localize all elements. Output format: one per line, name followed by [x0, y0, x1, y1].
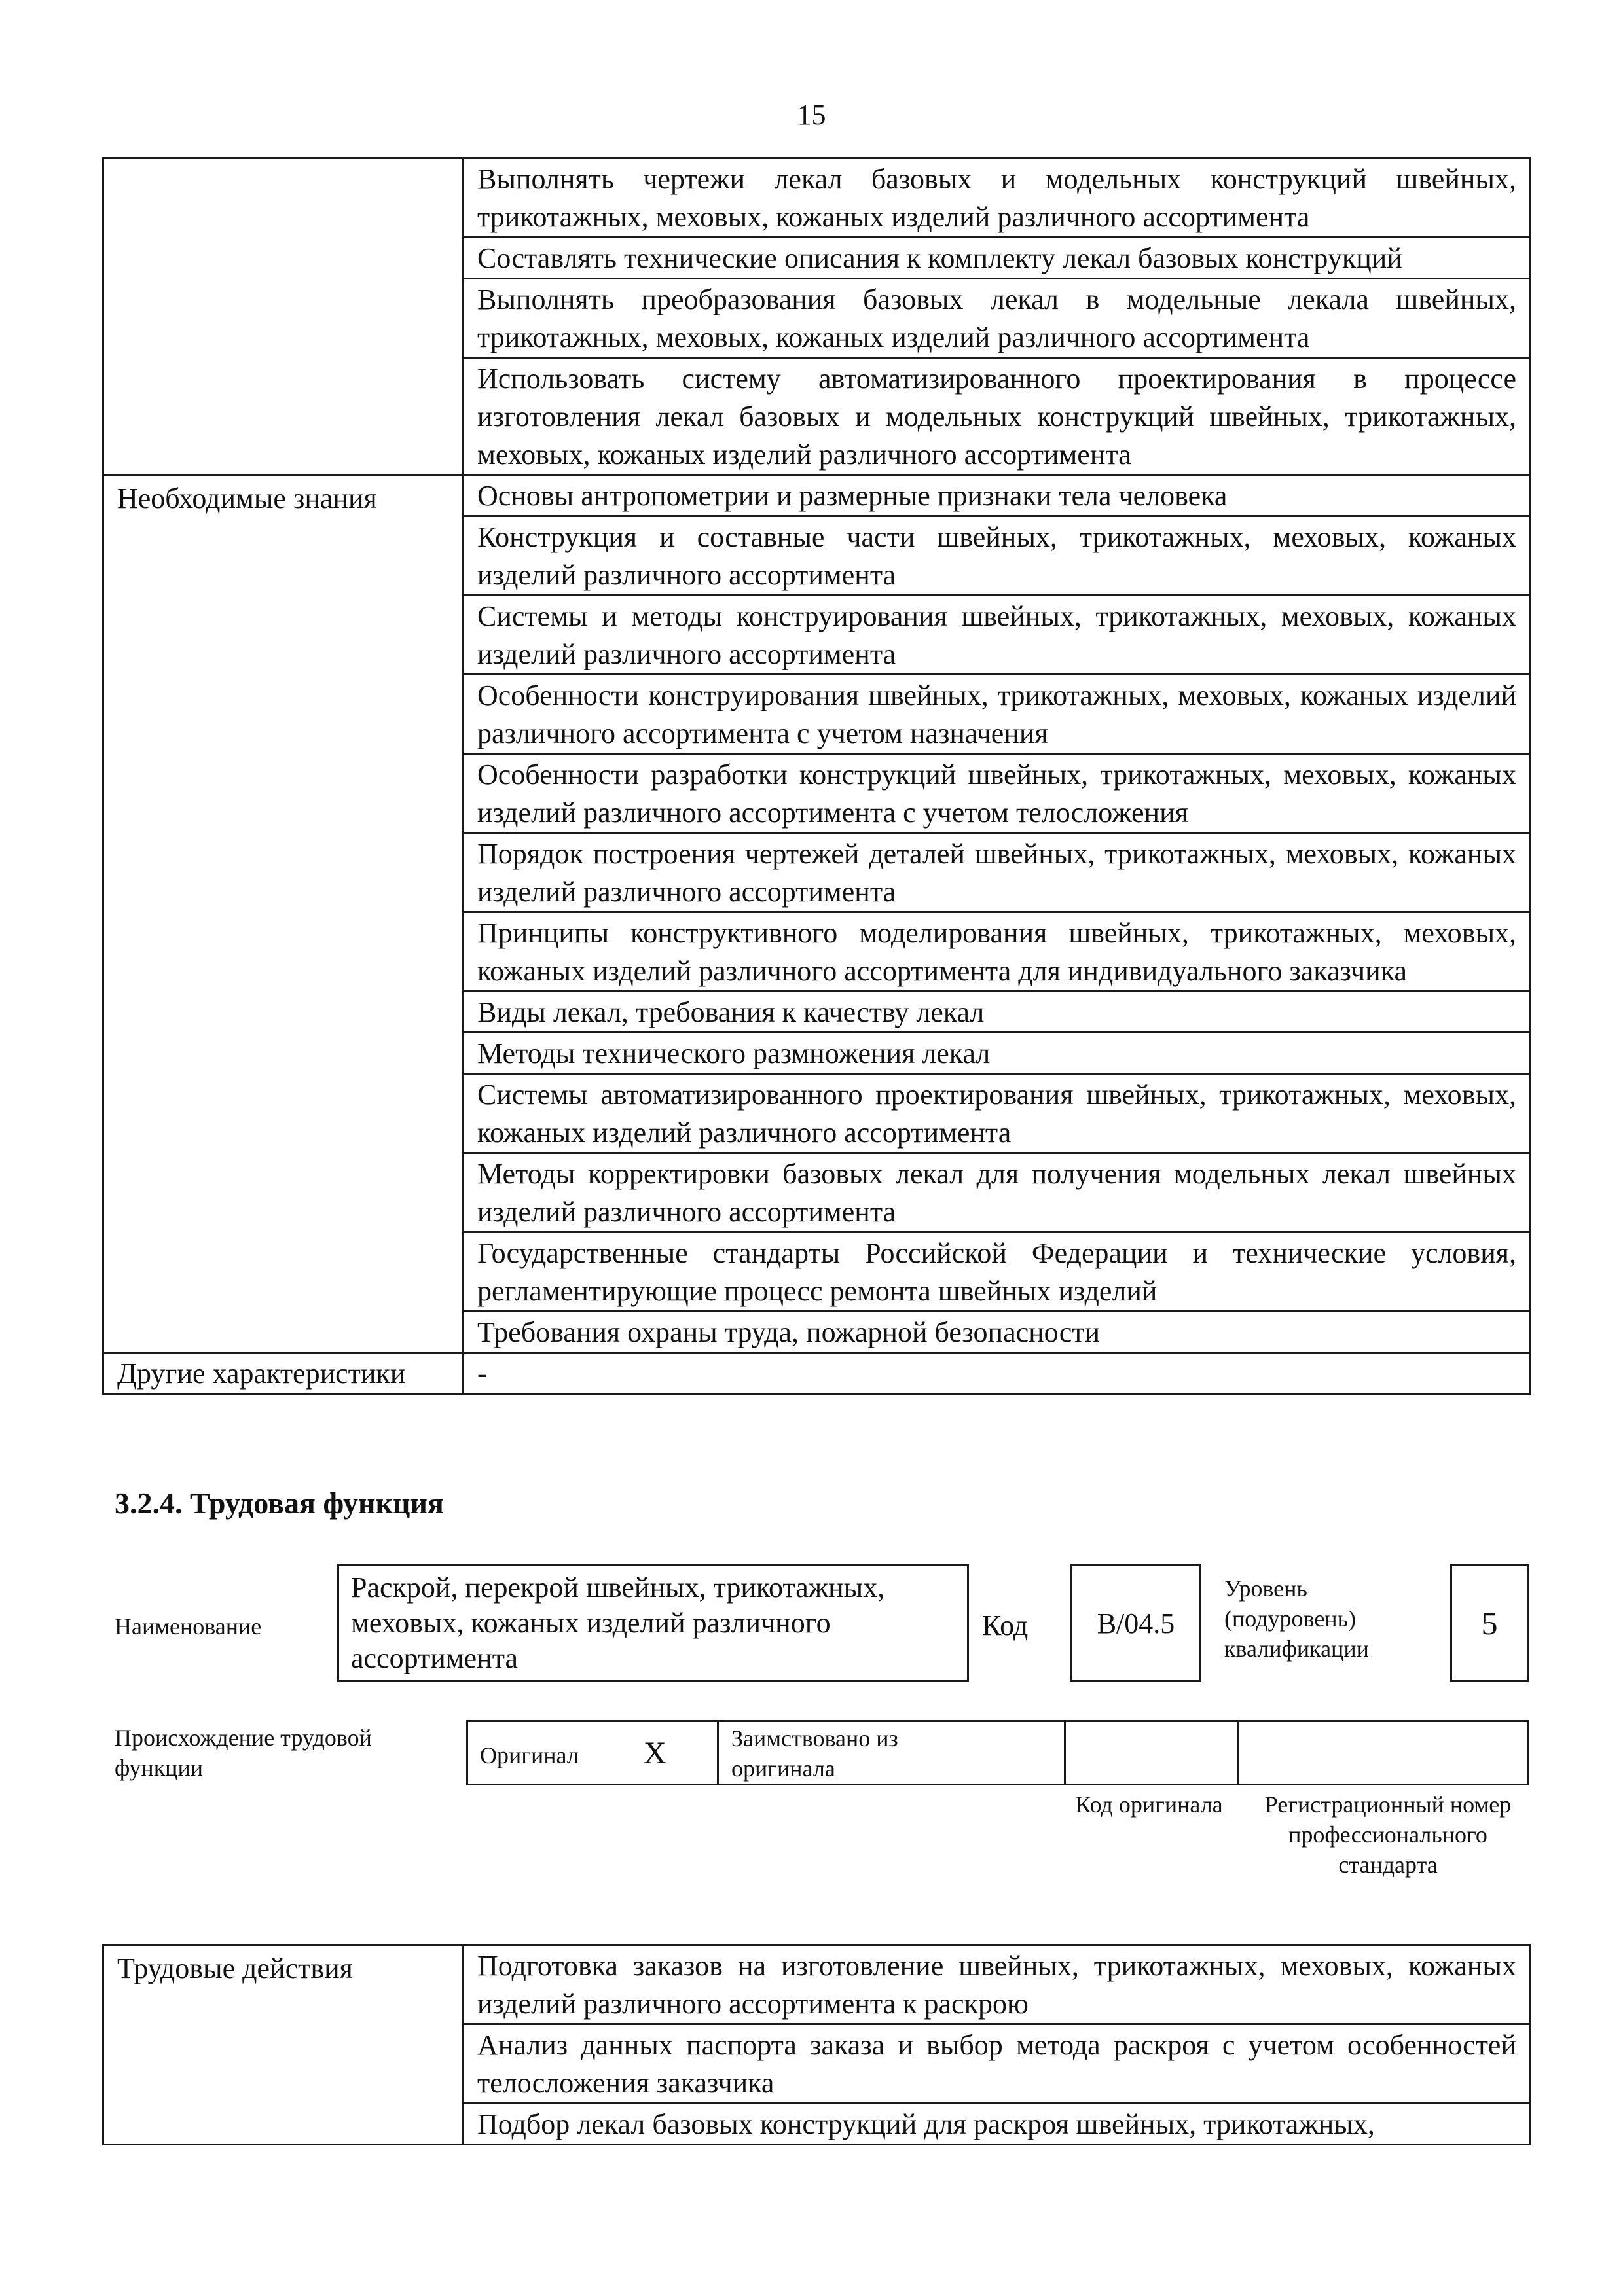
knowledge-cell: [464, 912, 1531, 992]
action-text: Подбор лекал базовых конструкций для раскроя швейных, трикотажных,: [477, 2108, 1375, 2140]
knowledge-text: Принципы конструктивного моделирования швейных, трикотажных, меховых, кожаных изделий различного ассортимента для индивидуального заказчика: [477, 917, 1516, 987]
other-label-cell: [103, 1353, 464, 1394]
other-characteristics-value: -: [477, 1357, 487, 1390]
level-label: Уровень (подуровень) квалификации: [1224, 1575, 1369, 1662]
skill-text: Выполнять преобразования базовых лекал в модельные лекала швейных, трикотажных, меховых, кожаных изделий различного ассортимента: [477, 283, 1516, 353]
divider: [717, 1722, 719, 1784]
knowledge-label-cell: [103, 475, 464, 1353]
knowledge-text: Методы корректировки базовых лекал для получения модельных лекал швейных изделий различного ассортимента: [477, 1158, 1516, 1228]
knowledge-cell: [464, 992, 1531, 1033]
knowledge-text: Требования охраны труда, пожарной безопасности: [477, 1316, 1101, 1348]
knowledge-text: Особенности конструирования швейных, трикотажных, меховых, кожаных изделий различного ассортимента с учетом назначения: [477, 679, 1516, 749]
original-mark: X: [644, 1736, 666, 1770]
action-cell: [464, 1945, 1531, 2024]
knowledge-cell: [464, 1033, 1531, 1074]
skill-text: Выполнять чертежи лекал базовых и модельных конструкций швейных, трикотажных, меховых, кожаных изделий различного ассортимента: [477, 163, 1516, 233]
action-cell: [464, 2104, 1531, 2145]
divider: [1064, 1722, 1066, 1784]
name-box: [337, 1564, 969, 1682]
actions-label: Трудовые действия: [117, 1952, 353, 1984]
labor-actions-table: [102, 1944, 1531, 2145]
original-label: Оригинал: [480, 1742, 579, 1768]
table-row: [103, 475, 1531, 516]
skill-text: Составлять технические описания к комплекту лекал базовых конструкций: [477, 242, 1402, 274]
skills-knowledge-table: [102, 157, 1531, 1395]
name-label: Наименование: [115, 1613, 262, 1640]
skill-cell: [464, 158, 1531, 238]
knowledge-text: Государственные стандарты Российской Федерации и технические условия, регламентирующие процесс ремонта швейных изделий: [477, 1237, 1516, 1307]
other-characteristics-label: Другие характеристики: [117, 1357, 406, 1390]
action-text: Анализ данных паспорта заказа и выбор метода раскроя с учетом особенностей телосложения заказчика: [477, 2029, 1516, 2099]
knowledge-cell: [464, 1312, 1531, 1353]
divider: [1237, 1722, 1239, 1784]
knowledge-text: Основы антропометрии и размерные признаки тела человека: [477, 480, 1228, 512]
knowledge-text: Виды лекал, требования к качеству лекал: [477, 996, 985, 1028]
knowledge-text: Системы автоматизированного проектирования швейных, трикотажных, меховых, кожаных изделий различного ассортимента: [477, 1079, 1516, 1149]
knowledge-text: Методы технического размножения лекал: [477, 1037, 991, 1069]
origin-label: Происхождение трудовой функции: [115, 1725, 372, 1781]
table-row: [103, 158, 1531, 238]
knowledge-label: Необходимые знания: [117, 482, 377, 514]
page-number: 15: [797, 99, 826, 131]
section-heading: 3.2.4. Трудовая функция: [115, 1486, 444, 1520]
knowledge-cell: [464, 516, 1531, 596]
skill-text: Использовать систему автоматизированного проектирования в процессе изготовления лекал базовых и модельных конструкций швейных, трикотажных, меховых, кожаных изделий различного ассортимента: [477, 363, 1516, 471]
code-original-caption: Код оригинала: [1075, 1791, 1223, 1818]
table-cell-empty: [103, 158, 464, 475]
knowledge-text: Конструкция и составные части швейных, трикотажных, меховых, кожаных изделий различного ассортимента: [477, 521, 1516, 591]
function-name: Раскрой, перекрой швейных, трикотажных, меховых, кожаных изделий различного ассортимента: [351, 1571, 885, 1674]
other-value-cell: [464, 1353, 1531, 1394]
origin-row: [466, 1720, 1529, 1785]
skill-cell: [464, 358, 1531, 475]
borrowed-label: Заимствовано из оригинала: [731, 1725, 898, 1782]
code-label: Код: [982, 1609, 1029, 1641]
level-box: [1450, 1564, 1529, 1682]
code-box: [1070, 1564, 1201, 1682]
reg-number-caption: Регистрационный номер профессионального стандарта: [1264, 1791, 1512, 1878]
actions-label-cell: [103, 1945, 464, 2145]
level-value: 5: [1481, 1605, 1498, 1641]
knowledge-cell: [464, 1153, 1531, 1232]
table-row: [103, 1945, 1531, 2024]
function-code: B/04.5: [1097, 1607, 1175, 1640]
knowledge-cell: [464, 675, 1531, 754]
knowledge-cell: [464, 754, 1531, 833]
knowledge-text: Порядок построения чертежей деталей швейных, трикотажных, меховых, кожаных изделий различного ассортимента: [477, 838, 1516, 908]
knowledge-text: Особенности разработки конструкций швейных, трикотажных, меховых, кожаных изделий различного ассортимента с учетом телосложения: [477, 759, 1516, 829]
action-text: Подготовка заказов на изготовление швейных, трикотажных, меховых, кожаных изделий различного ассортимента к раскрою: [477, 1950, 1516, 2020]
knowledge-cell: [464, 1232, 1531, 1312]
knowledge-text: Системы и методы конструирования швейных, трикотажных, меховых, кожаных изделий различного ассортимента: [477, 600, 1516, 670]
skill-cell: [464, 279, 1531, 358]
knowledge-cell: [464, 1074, 1531, 1153]
knowledge-cell: [464, 596, 1531, 675]
table-row: [103, 1353, 1531, 1394]
knowledge-cell: [464, 833, 1531, 912]
action-cell: [464, 2024, 1531, 2104]
knowledge-cell: [464, 475, 1531, 516]
skill-cell: [464, 238, 1531, 279]
